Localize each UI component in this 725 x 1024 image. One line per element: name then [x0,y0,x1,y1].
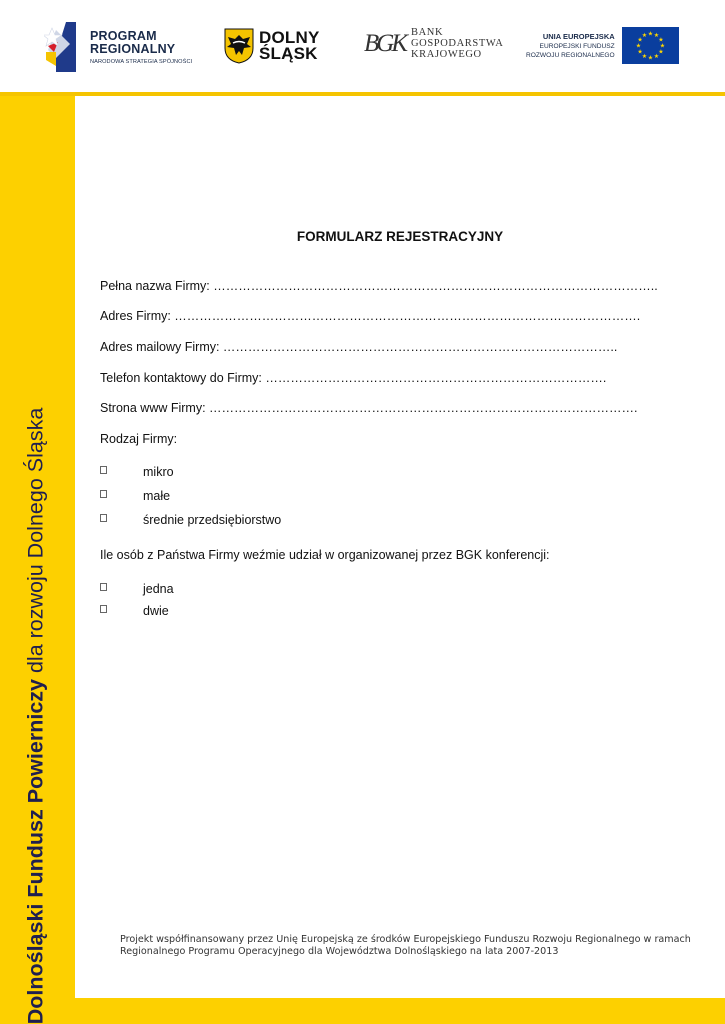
checkbox-srednie[interactable] [100,514,107,522]
eu-star-icon: ★ [657,36,664,44]
dolny-slask-line1: DOLNY [259,28,320,47]
eu-star-icon: ★ [657,48,664,56]
eu-star-icon: ★ [647,54,653,62]
checkbox-mikro[interactable] [100,466,107,474]
eu-star-icon: ★ [659,42,665,50]
dolny-slask-logo [224,28,320,64]
sidebar-title [24,408,49,1024]
option-jedna[interactable] [100,582,174,596]
option-srednie[interactable] [100,513,282,527]
eu-star-icon: ★ [637,36,643,44]
field-company-phone[interactable]: Telefon kontaktowy do Firmy: ………………………………………………………………………. [100,371,607,385]
field-company-address[interactable]: Adres Firmy: …………………………………………………………………………………………………. [100,309,641,323]
option-dwie-label: dwie [143,604,169,618]
eu-star-icon: ★ [641,32,647,40]
program-line1: PROGRAM [90,28,157,43]
program-regionalny-logo [44,22,192,72]
option-jedna-label: jedna [143,582,174,596]
dolny-slask-eagle-icon [224,28,254,64]
program-subtitle: NARODOWA STRATEGIA SPÓJNOŚCI [90,58,193,65]
option-mikro[interactable] [100,465,174,479]
eu-flag-icon [622,27,679,64]
checkbox-male[interactable] [100,490,107,498]
eu-star-icon: ★ [635,42,641,50]
option-srednie-label: średnie przedsiębiorstwo [143,513,282,527]
bgk-line1: BANK [411,27,444,38]
option-mikro-label: mikro [143,465,174,479]
eu-line2: EUROPEJSKI FUNDUSZ [539,42,615,50]
eu-star-icon: ★ [637,48,643,56]
option-male[interactable] [100,489,171,503]
eu-star-icon: ★ [653,52,659,60]
eu-star-icon: ★ [647,30,653,38]
page-header [0,0,725,92]
dolny-slask-line2: ŚLĄSK [259,44,318,63]
bgk-line3: KRAJOWEGO [411,49,482,60]
footer-note [120,934,691,958]
eu-star-icon: ★ [653,32,659,40]
checkbox-dwie[interactable] [100,605,107,613]
program-regionalny-emblem-icon [44,22,84,72]
footer-line2: Regionalnego Programu Operacyjnego dla Województwa Dolnośląskiego na lata 2007-2013 [120,946,559,957]
sidebar-title-regular: dla rozwoju Dolnego Śląska [23,407,48,680]
form-title: FORMULARZ REJESTRACYJNY [296,229,504,244]
eu-line3: ROZWOJU REGIONALNEGO [526,51,615,59]
bgk-logo [364,27,503,60]
sidebar-title-bold: Dolnośląski Fundusz Powierniczy [23,679,48,1024]
eu-line1: UNIA EUROPEJSKA [542,31,615,41]
option-male-label: małe [143,489,171,503]
footer-line1: Projekt współfinansowany przez Unię Europejską ze środków Europejskiego Funduszu Rozwoju Regionalnego w ramach [120,934,691,945]
field-company-email[interactable]: Adres mailowy Firmy: ………………………………………………………………………………….. [100,340,618,354]
bgk-line2: GOSPODARSTWA [411,38,504,49]
eu-logo [526,27,679,64]
company-type-label: Rodzaj Firmy: [100,432,178,446]
program-line2: REGIONALNY [90,41,176,56]
header-divider [0,92,725,96]
option-dwie[interactable] [100,604,169,618]
bgk-monogram: BGK [364,29,405,57]
attendees-question: Ile osób z Państwa Firmy weźmie udział w organizowanej przez BGK konferencji: [100,548,550,562]
field-company-name[interactable]: Pełna nazwa Firmy: …………………………………………………………………………………………….. [100,279,658,293]
checkbox-jedna[interactable] [100,583,107,591]
sidebar-band [0,96,75,1024]
eu-star-icon: ★ [641,52,647,60]
bottom-band [75,998,725,1024]
field-company-website[interactable]: Strona www Firmy: …………………………………………………………………………………………. [100,401,638,415]
